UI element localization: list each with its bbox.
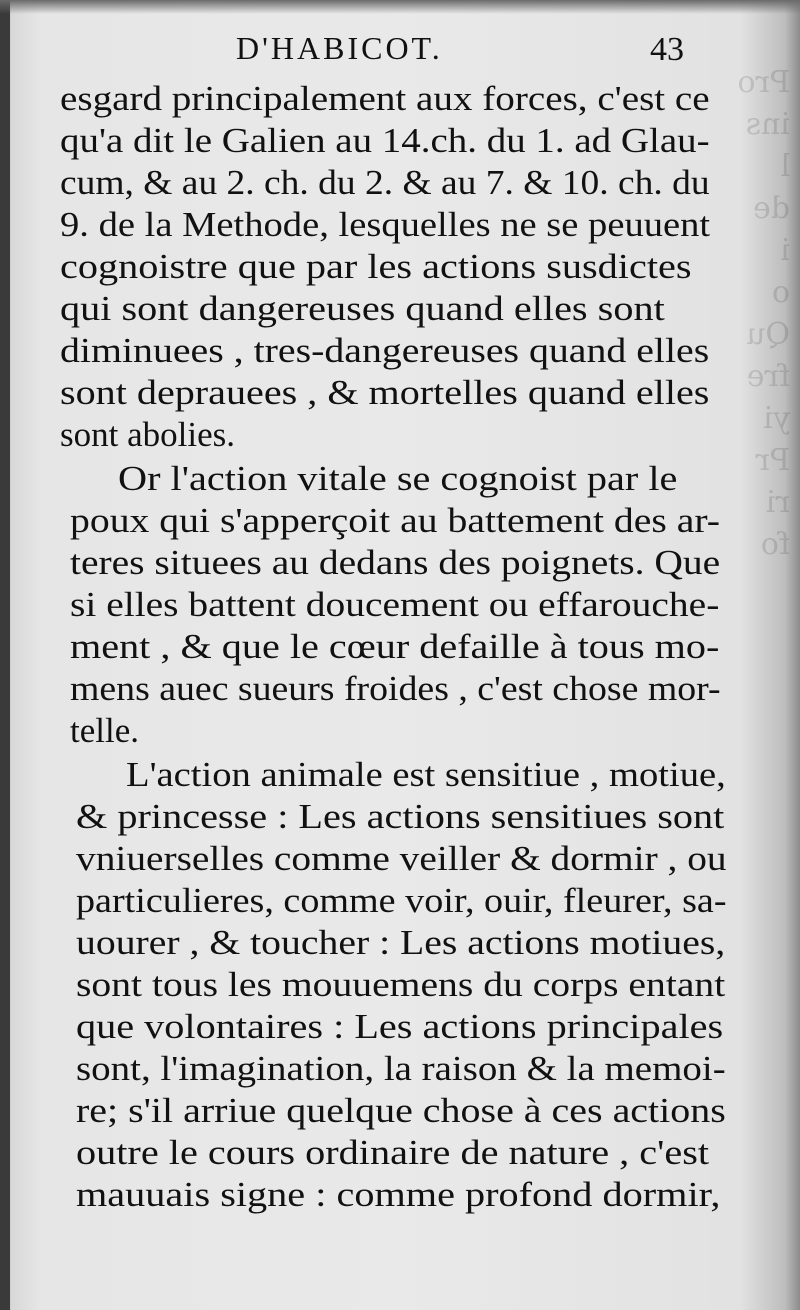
text-line: sont tous les mouuemens du corps entant [76,965,726,1004]
text-line: poux qui s'apperçoit au battement des ar- [70,501,721,540]
text-line: que volontaires : Les actions principales [76,1007,724,1046]
page-number: 43 [650,31,684,68]
text-line: vniuerselles comme veiller & dormir , ou [76,839,727,878]
running-head: D'HABICOT. [236,30,443,66]
text-line: cognoistre que par les actions susdictes [60,247,692,286]
text-line: Or l'action vitale se cognoist par le [118,459,678,498]
text-line: esgard principalement aux forces, c'est ce [60,79,710,118]
text-line: particulieres, comme voir, ouir, fleurer, sa- [76,881,727,920]
text-line: qu'a dit le Galien au 14.ch. du 1. ad Glau- [60,121,710,160]
text-line: uourer , & toucher : Les actions motiues, [76,923,726,962]
text-line: si elles battent doucement ou effarouche- [70,585,720,624]
text-line: ment , & que le cœur defaille à tous mo- [70,627,720,666]
text-line: sont abolies. [60,415,235,454]
text-line: sont deprauees , & mortelles quand elles [60,373,710,412]
text-line: & princesse : Les actions sensitiues sont [76,797,725,836]
text-line: mens auec sueurs froides , c'est chose mor- [70,669,721,708]
text-line: L'action animale est sensitiue , motiue, [126,755,726,794]
text-line: telle. [70,711,139,750]
text-line: outre le cours ordinaire de nature , c'est [76,1133,710,1172]
text-line: diminuees , tres-dangereuses quand elles [60,331,710,370]
text-line: mauuais signe : comme profond dormir, [76,1175,721,1214]
text-line: teres situees au dedans des poignets. Que [70,543,721,582]
bleed-through-texture: Pro ins l de i o Qu fre yi Pr ri fo [737,65,790,562]
text-line: qui sont dangereuses quand elles sont [60,289,665,328]
text-line: re; s'il arriue quelque chose à ces actions [76,1091,726,1130]
text-line: sont, l'imagination, la raison & la memoi- [76,1049,726,1088]
text-line: 9. de la Methode, lesquelles ne se peuuent [60,205,711,244]
text-line: cum, & au 2. ch. du 2. & au 7. & 10. ch. du [60,163,710,202]
